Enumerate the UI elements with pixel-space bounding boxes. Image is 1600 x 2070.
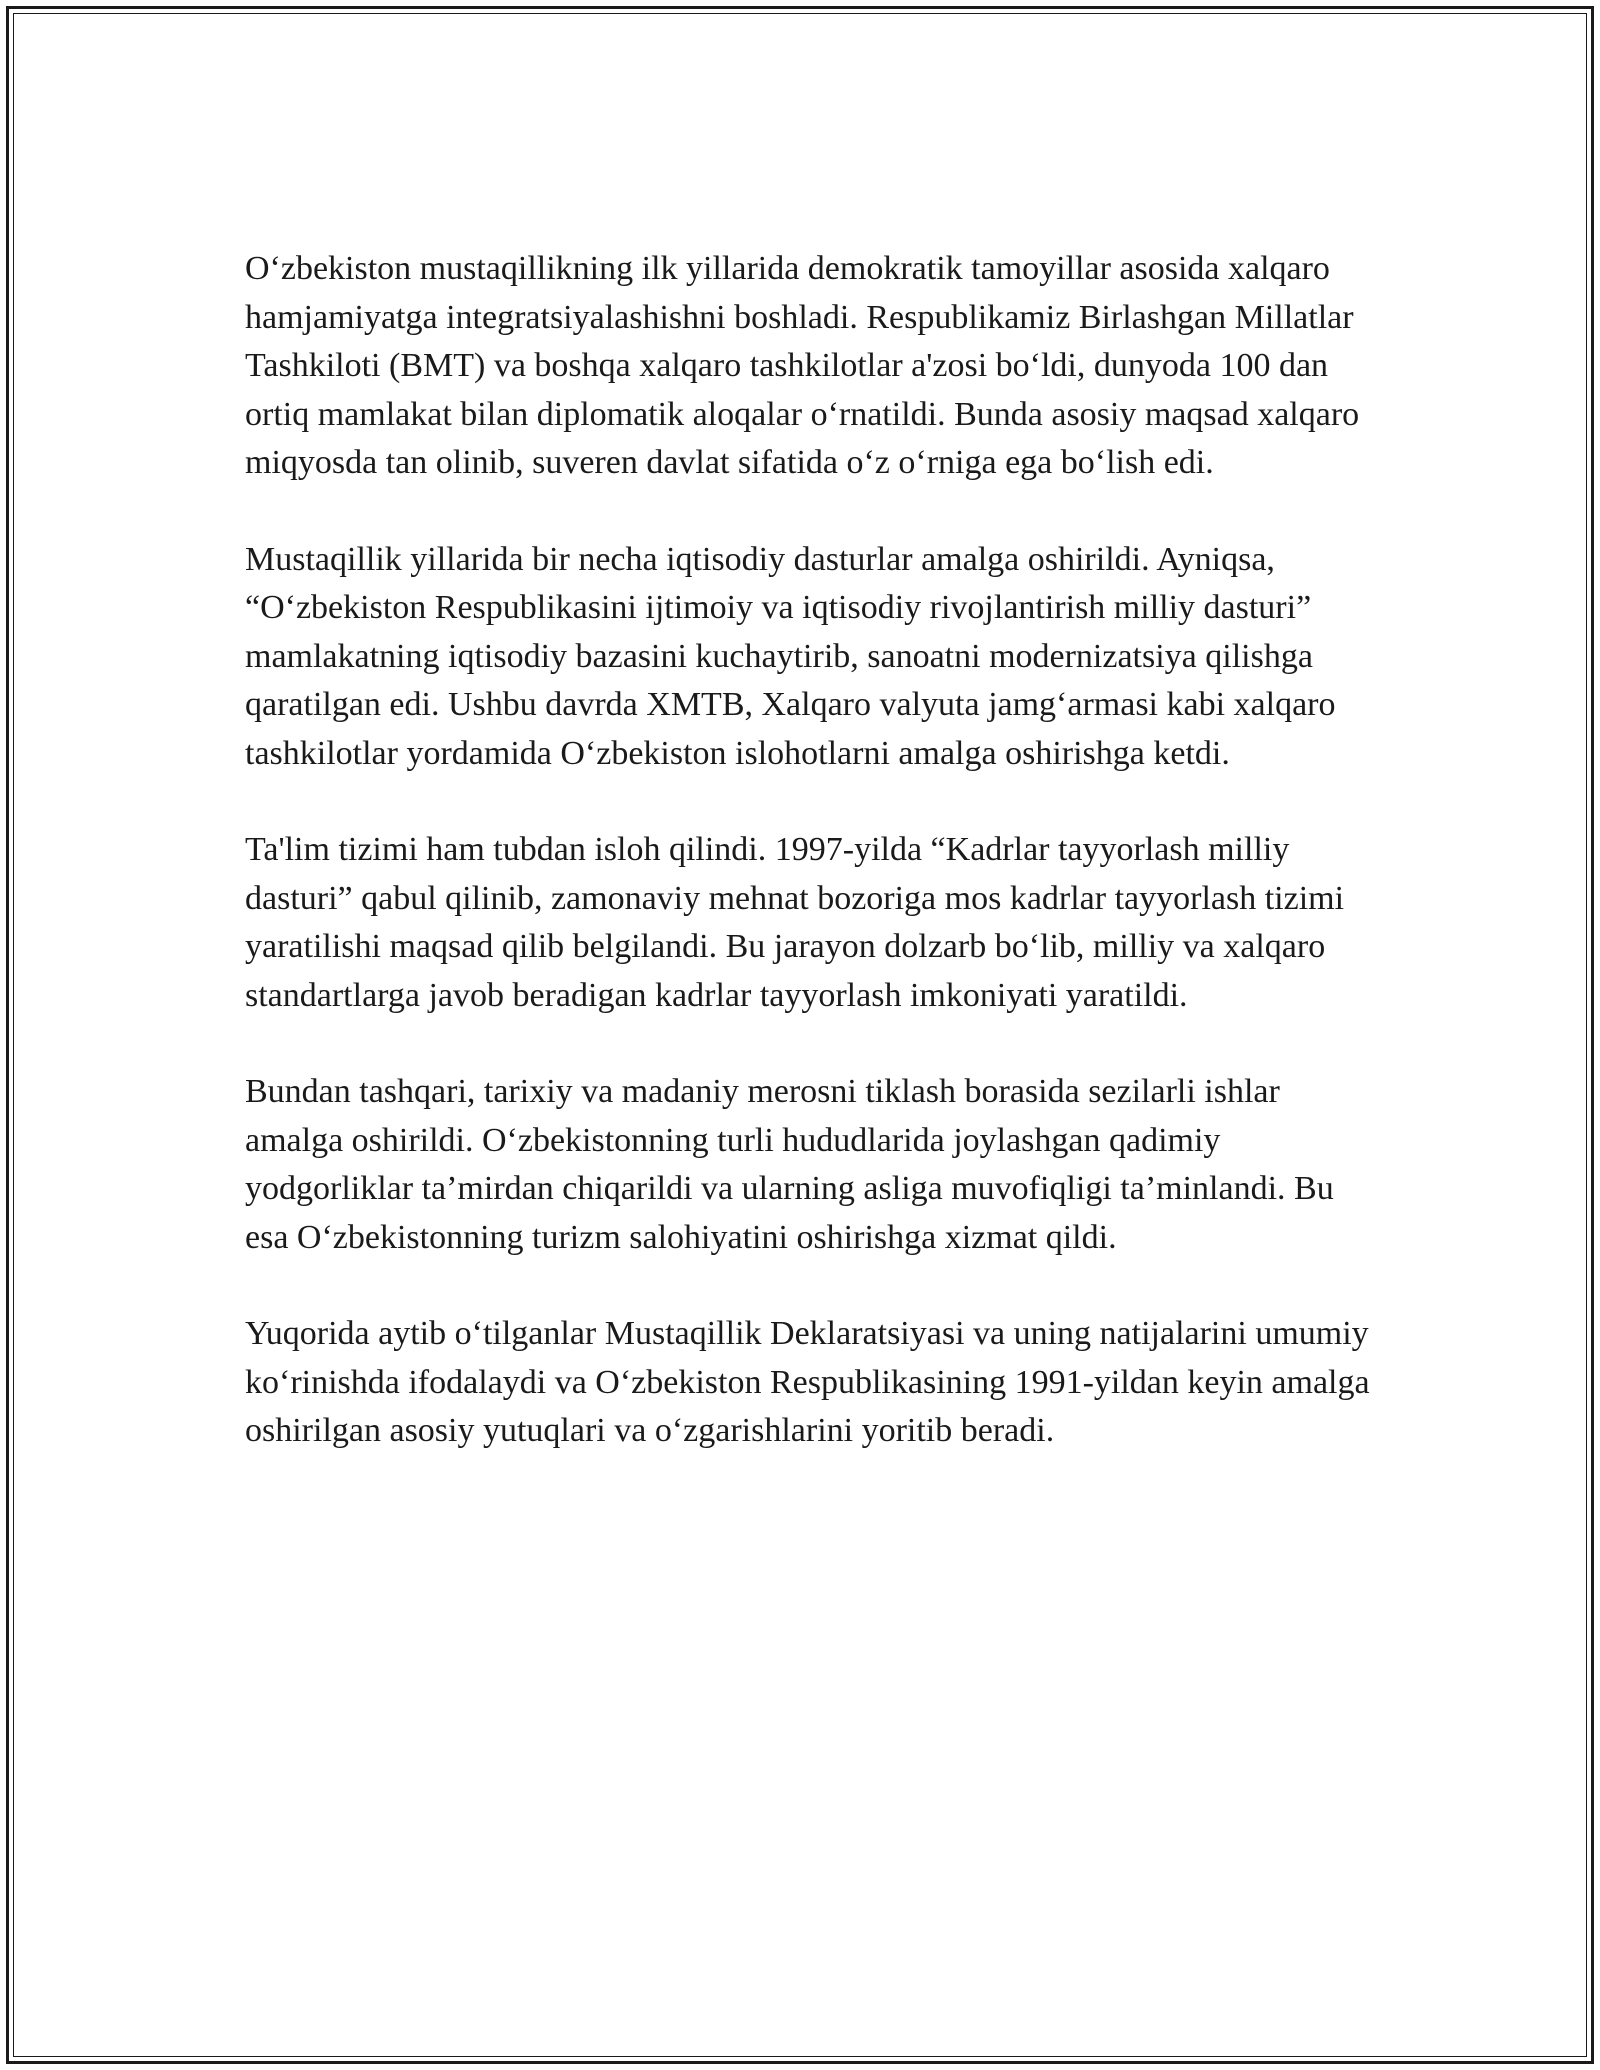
paragraph-integration: O‘zbekiston mustaqillikning ilk yillarida demokratik tamoyillar asosida xalqaro hamjamiyatga integratsiyalashishni boshladi. Respublikamiz Birlashgan Millatlar Tashkiloti (BMT) va boshqa xalqaro tashkilotlar a'zosi bo‘ldi, dunyoda 100 dan ortiq mamlakat bilan diplomatik aloqalar o‘rnatildi. Bunda asosiy maqsad xalqaro miqyosda tan olinib, suveren davlat sifatida o‘z o‘rniga ega bo‘lish edi. (245, 250, 1360, 481)
paragraph-education: Ta'lim tizimi ham tubdan isloh qilindi. 1997-yilda “Kadrlar tayyorlash milliy dasturi” qabul qilinib, zamonaviy mehnat bozoriga mos kadrlar tayyorlash tizimi yaratilishi maqsad qilib belgilandi. Bu jarayon dolzarb bo‘lib, milliy va xalqaro standartlarga javob beradigan kadrlar tayyorlash imkoniyati yaratildi. (245, 831, 1345, 1014)
page-frame (6, 6, 1594, 2064)
document-body (245, 245, 1385, 1456)
paragraph-heritage: Bundan tashqari, tarixiy va madaniy merosni tiklash borasida sezilarli ishlar amalga oshirildi. O‘zbekistonning turli hududlarida joylashgan qadimiy yodgorliklar ta’mirdan chiqarildi va ularning asliga muvofiqligi ta’minlandi. Bu esa O‘zbekistonning turizm salohiyatini oshirishga xizmat qildi. (245, 1073, 1334, 1256)
paragraph-conclusion: Yuqorida aytib o‘tilganlar Mustaqillik Deklaratsiyasi va uning natijalarini umumiy ko‘rinishda ifodalaydi va O‘zbekiston Respublikasining 1991-yildan keyin amalga oshirilgan asosiy yutuqlari va o‘zgarishlarini yoritib beradi. (245, 1315, 1370, 1449)
paragraph-economy: Mustaqillik yillarida bir necha iqtisodiy dasturlar amalga oshirildi. Ayniqsa, “O‘zbekiston Respublikasini ijtimoiy va iqtisodiy rivojlantirish milliy dasturi” mamlakatning iqtisodiy bazasini kuchaytirib, sanoatni modernizatsiya qilishga qaratilgan edi. Ushbu davrda XMTB, Xalqaro valyuta jamg‘armasi kabi xalqaro tashkilotlar yordamida O‘zbekiston islohotlarni amalga oshirishga ketdi. (245, 540, 1336, 772)
